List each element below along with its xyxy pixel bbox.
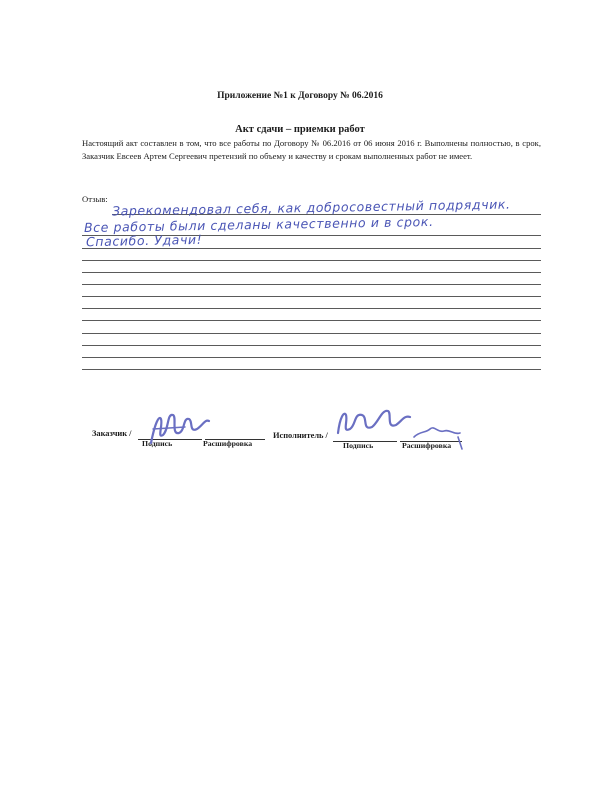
handwritten-review-line: Зарекомендовал себя, как добросовестный подрядчик. xyxy=(111,196,511,219)
contractor-signature-scribble xyxy=(330,403,470,458)
appendix-title: Приложение №1 к Договору № 06.2016 xyxy=(217,91,383,101)
ruled-line xyxy=(82,369,541,370)
customer-sign-caption: Подпись xyxy=(142,439,173,448)
ruled-line xyxy=(82,357,541,358)
ruled-line xyxy=(82,320,541,321)
ruled-line xyxy=(82,272,541,273)
customer-signature-scribble xyxy=(145,405,215,455)
ruled-line xyxy=(82,333,541,334)
ruled-line xyxy=(82,308,541,309)
contractor-decode-caption: Расшифровка xyxy=(402,441,452,450)
ruled-line xyxy=(82,284,541,285)
ruled-line xyxy=(82,260,541,261)
ruled-line xyxy=(82,248,541,249)
customer-label: Заказчик / xyxy=(92,429,132,438)
contractor-label: Исполнитель / xyxy=(273,431,328,440)
act-body-text: Настоящий акт составлен в том, что все работы по Договору № 06.2016 от 06 июня 2016 г. Выполнены полностью, в срок, Заказчик Евсеев Артем Сергеевич претензий по объему и качеству и срокам выполненных работ не имеет. xyxy=(82,138,541,161)
handwritten-review-line: Все работы были сделаны качественно и в срок. xyxy=(83,213,434,236)
customer-decode-caption: Расшифровка xyxy=(203,439,253,448)
ruled-line xyxy=(82,296,541,297)
contractor-sign-caption: Подпись xyxy=(343,441,374,450)
handwritten-review-line: Спасибо. Удачи! xyxy=(85,231,203,250)
act-title: Акт сдачи – приемки работ xyxy=(235,124,365,135)
review-label: Отзыв: xyxy=(82,194,108,204)
ruled-line xyxy=(82,345,541,346)
